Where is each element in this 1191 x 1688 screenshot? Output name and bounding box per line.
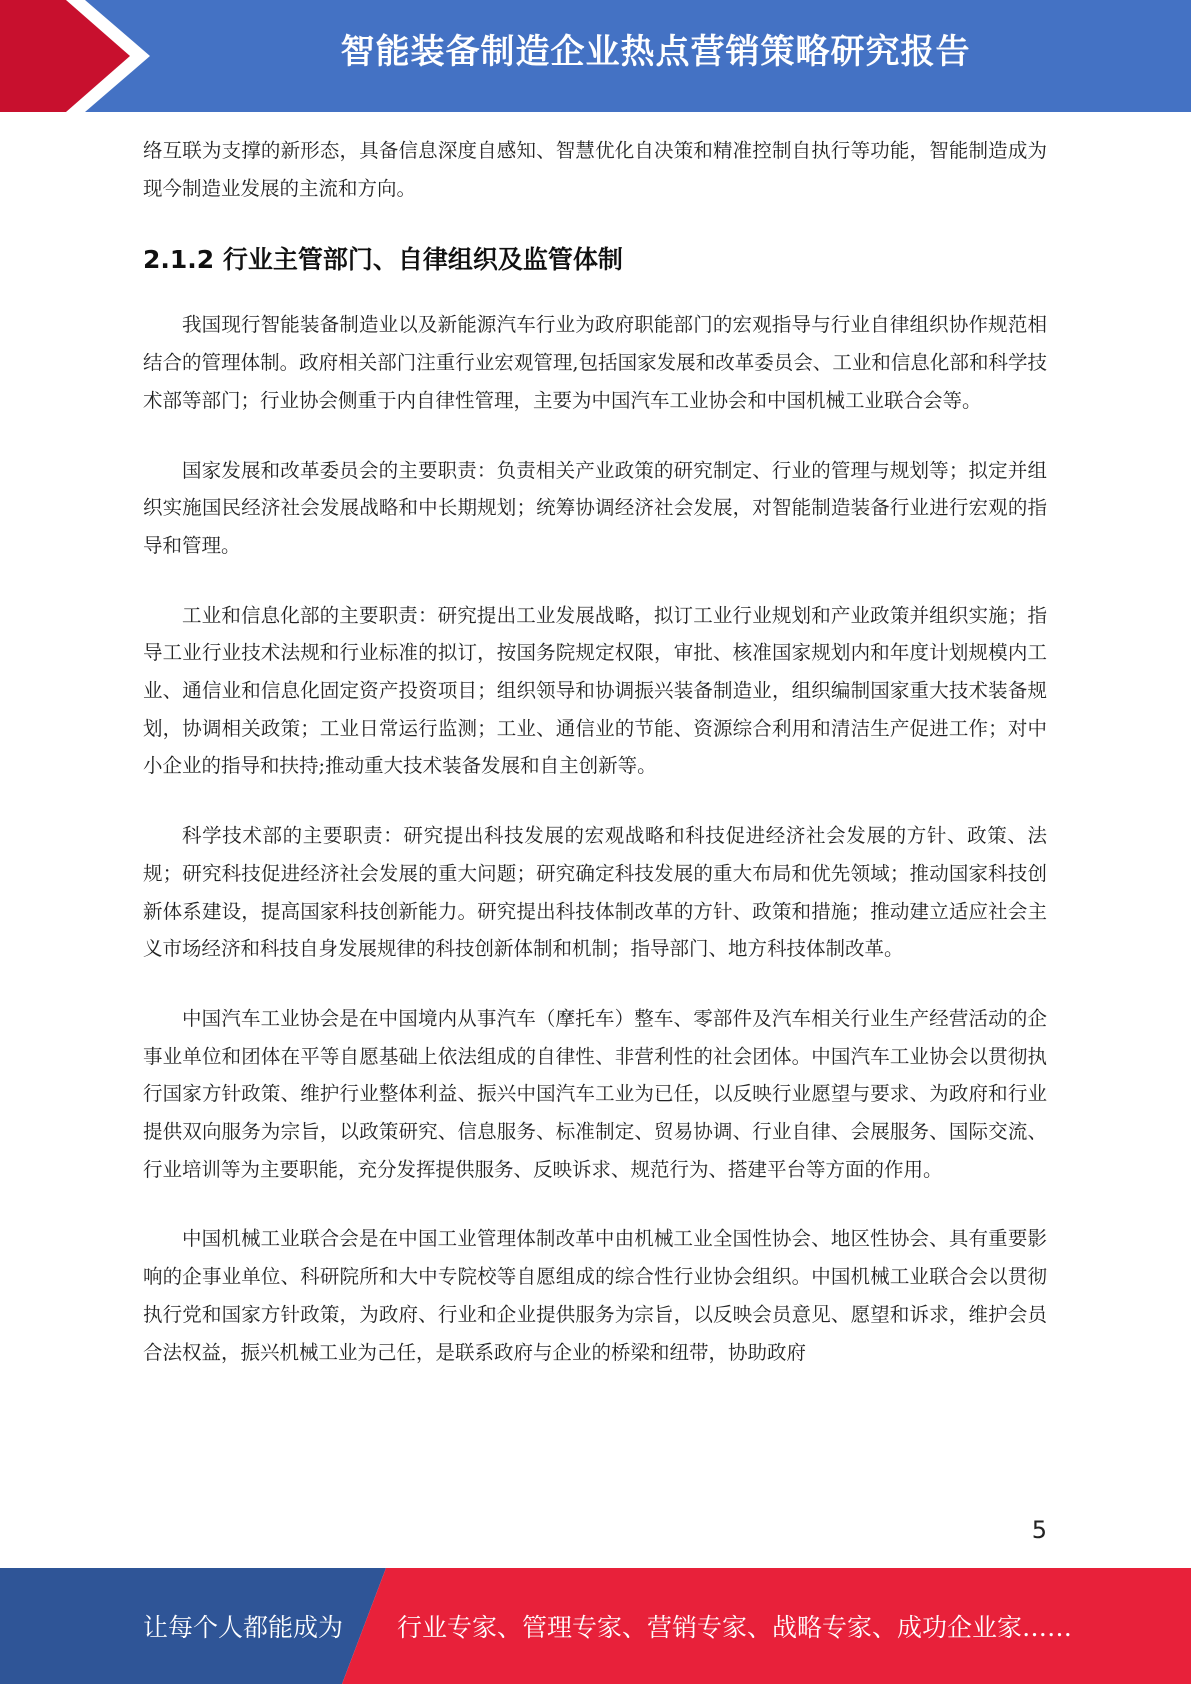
page-number: 5 bbox=[1031, 1516, 1047, 1544]
paragraph-miit-duties: 工业和信息化部的主要职责：研究提出工业发展战略，拟订工业行业规划和产业政策并组织实施；指导工业行业技术法规和行业标准的拟订，按国务院规定权限，审批、核准国家规划内和年度计划规模内工业、通信业和信息化固定资产投资项目；组织领导和协调振兴装备制造业，组织编制国家重大技术装备规划，协调相关政策；工业日常运行监测；工业、通信业的节能、资源综合利用和清洁生产促进工作；对中小企业的指导和扶持;推动重大技术装备发展和自主创新等。 bbox=[143, 603, 1047, 778]
section-heading: 2.1.2 行业主管部门、自律组织及监管体制 bbox=[143, 245, 623, 275]
paragraph-caam: 中国汽车工业协会是在中国境内从事汽车（摩托车）整车、零部件及汽车相关行业生产经营活动的企事业单位和团体在平等自愿基础上依法组成的自律性、非营利性的社会团体。中国汽车工业协会以贯彻执行国家方针政策、维护行业整体利益、振兴中国汽车工业为已任，以反映行业愿望与要求、为政府和行业提供双向服务为宗旨，以政策研究、信息服务、标准制定、贸易协调、行业自律、会展服务、国际交流、行业培训等为主要职能，充分发挥提供服务、反映诉求、规范行为、搭建平台等方面的作用。 bbox=[143, 1006, 1047, 1181]
paragraph-cmif: 中国机械工业联合会是在中国工业管理体制改革中由机械工业全国性协会、地区性协会、具有重要影响的企事业单位、科研院所和大中专院校等自愿组成的综合性行业协会组织。中国机械工业联合会以贯彻执行党和国家方针政策，为政府、行业和企业提供服务为宗旨，以反映会员意见、愿望和诉求，维护会员合法权益，振兴机械工业为己任，是联系政府与企业的桥梁和纽带，协助政府 bbox=[143, 1227, 1047, 1364]
footer-slogan-right: 行业专家、管理专家、营销专家、战略专家、成功企业家…… bbox=[397, 1613, 1073, 1642]
chevron-red-fill bbox=[0, 0, 130, 112]
paragraph-most-duties: 科学技术部的主要职责：研究提出科技发展的宏观战略和科技促进经济社会发展的方针、政策、法规；研究科技促进经济社会发展的重大问题；研究确定科技发展的重大布局和优先领域；推动国家科技创新体系建设，提高国家科技创新能力。研究提出科技体制改革的方针、政策和措施；推动建立适应社会主义市场经济和科技自身发展规律的科技创新体制和机制；指导部门、地方科技体制改革。 bbox=[143, 824, 1047, 961]
report-title: 智能装备制造企业热点营销策略研究报告 bbox=[340, 32, 971, 72]
intro-continuation-paragraph: 络互联为支撑的新形态，具备信息深度自感知、智慧优化自决策和精准控制自执行等功能，智能制造成为现今制造业发展的主流和方向。 bbox=[143, 139, 1047, 200]
page-header bbox=[0, 0, 1191, 112]
page-content bbox=[143, 132, 1047, 1371]
page-footer bbox=[0, 1568, 1191, 1684]
paragraph-management-system: 我国现行智能装备制造业以及新能源汽车行业为政府职能部门的宏观指导与行业自律组织协作规范相结合的管理体制。政府相关部门注重行业宏观管理,包括国家发展和改革委员会、工业和信息化部和科学技术部等部门；行业协会侧重于内自律性管理，主要为中国汽车工业协会和中国机械工业联合会等。 bbox=[143, 313, 1047, 412]
paragraph-ndrc-duties: 国家发展和改革委员会的主要职责：负责相关产业政策的研究制定、行业的管理与规划等；拟定并组织实施国民经济社会发展战略和中长期规划；统筹协调经济社会发展，对智能制造装备行业进行宏观的指导和管理。 bbox=[143, 458, 1047, 557]
footer-slogan-left: 让每个人都能成为 bbox=[143, 1613, 344, 1642]
